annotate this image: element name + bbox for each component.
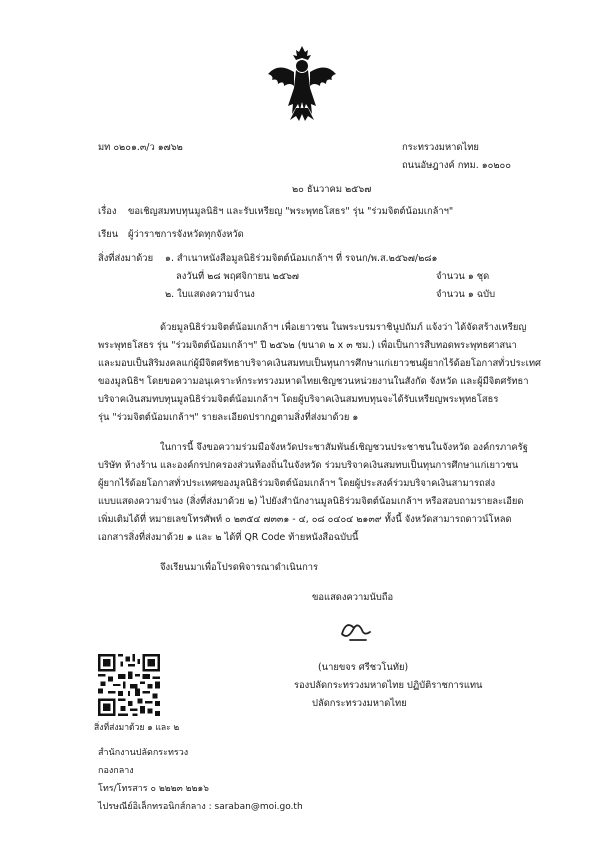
paragraph-1-line: ของมูลนิธิฯ โดยขอความอนุเคราะห์กระทรวงมหาดไทยเชิญชวนหน่วยงานในสังกัด จังหวัด และผู้มีจิตศรัทธา: [98, 376, 529, 387]
garuda-emblem: [266, 44, 338, 122]
footer-email: ไปรษณีย์อิเล็กทรอนิกส์กลาง : saraban@moi.go.th: [98, 802, 303, 812]
subject-label: เรื่อง: [98, 206, 117, 217]
footer-office: สำนักงานปลัดกระทรวง: [98, 748, 189, 758]
recipient-label: เรียน: [98, 229, 119, 240]
closing-salutation: ขอแสดงความนับถือ: [312, 592, 394, 603]
paragraph-1-line: ด้วยมูลนิธิร่วมจิตต์น้อมเกล้าฯ เพื่อเยาวชน ในพระบรมราชินูปถัมภ์ แจ้งว่า ได้จัดสร้างเหรียญ: [160, 322, 527, 333]
paragraph-1-line: และมอบเป็นสิริมงคลแก่ผู้มีจิตศรัทธาบริจาคเงินสมทบเป็นทุนการศึกษาแก่เยาวชนผู้ยากไร้ด้อยโอกาสทั่วประเทศ: [98, 358, 541, 369]
footer-phone: โทร/โทรสาร ๐ ๒๒๒๓ ๒๒๑๖: [98, 784, 209, 794]
signatory-name: (นายขจร ศรีชวโนทัย): [318, 662, 409, 673]
enclosure-1-line2: ลงวันที่ ๒๘ พฤศจิกายน ๒๕๖๗: [176, 271, 299, 282]
document-date: ๒๐ ธันวาคม ๒๕๖๗: [292, 184, 372, 195]
document-number: มท ๐๒๐๑.๓/ว ๑๗๖๒: [98, 142, 183, 153]
paragraph-2-line: ผู้ยากไร้ด้อยโอกาสทั่วประเทศของมูลนิธิร่วมจิตต์น้อมเกล้าฯ โดยผู้ประสงค์ร่วมบริจาคเงินสามารถส่ง: [98, 478, 496, 489]
paragraph-2-line: เอกสารสิ่งที่ส่งมาด้วย ๑ และ ๒ ได้ที่ QR Code ท้ายหนังสือฉบับนี้: [98, 532, 359, 543]
paragraph-1-line: บริจาคเงินสมทบทุนมูลนิธิร่วมจิตต์น้อมเกล้าฯ โดยผู้บริจาคเงินสมทบทุนจะได้รับเหรียญพระพุทธโสธร: [98, 394, 499, 405]
paragraph-2-line: ในการนี้ จึงขอความร่วมมือจังหวัดประชาสัมพันธ์เชิญชวนประชาชนในจังหวัด องค์กรภาครัฐ: [160, 442, 528, 453]
enclosure-2-line1: ๒. ใบแสดงความจำนง: [165, 289, 255, 300]
organization-address: ถนนอัษฎางค์ กทม. ๑๐๒๐๐: [402, 160, 511, 171]
paragraph-1-line: พระพุทธโสธร รุ่น "ร่วมจิตต์น้อมเกล้าฯ" ปี ๒๕๖๒ (ขนาด ๒ x ๓ ซม.) เพื่อเป็นการสืบทอดพระพุทธศาสนา: [98, 340, 517, 351]
qr-caption: สิ่งที่ส่งมาด้วย ๑ และ ๒: [94, 723, 180, 733]
paragraph-2-line: เพิ่มเติมได้ที่ หมายเลขโทรศัพท์ ๐ ๒๓๕๔ ๗๓๓๑ - ๔, ๐๘ ๐๔๐๔ ๒๑๓๙ ทั้งนี้ จังหวัดสามารถดาวน์โหลด: [98, 514, 512, 525]
issuing-organization: กระทรวงมหาดไทย: [402, 142, 479, 153]
paragraph-1-line: รุ่น "ร่วมจิตต์น้อมเกล้าฯ" รายละเอียดปรากฏตามสิ่งที่ส่งมาด้วย ๑: [98, 412, 359, 423]
subject-text: ขอเชิญสมทบทุนมูลนิธิฯ และรับเหรียญ "พระพุทธโสธร" รุ่น "ร่วมจิตต์น้อมเกล้าฯ": [128, 206, 454, 217]
qr-code: [98, 654, 160, 716]
signatory-title-line1: รองปลัดกระทรวงมหาดไทย ปฏิบัติราชการแทน: [294, 680, 483, 691]
paragraph-2-line: แบบแสดงความจำนง (สิ่งที่ส่งมาด้วย ๒) ไปยังสำนักงานมูลนิธิร่วมจิตต์น้อมเกล้าฯ หรือสอบถามรายละเอียด: [98, 496, 524, 507]
footer-division: กองกลาง: [98, 766, 134, 776]
enclosure-1-quantity: จำนวน ๑ ชุด: [436, 271, 490, 282]
enclosures-label: สิ่งที่ส่งมาด้วย: [98, 253, 154, 264]
paragraph-2-line: บริษัท ห้างร้าน และองค์กรปกครองส่วนท้องถิ่นในจังหวัด ร่วมบริจาคเงินสมทบเป็นทุนการศึกษาแก่เยาวชน: [98, 460, 519, 471]
body-paragraph-3: จึงเรียนมาเพื่อโปรดพิจารณาดำเนินการ: [160, 562, 319, 573]
signatory-title-line2: ปลัดกระทรวงมหาดไทย: [312, 698, 407, 709]
enclosure-1-line1: ๑. สำเนาหนังสือมูลนิธิร่วมจิตต์น้อมเกล้าฯ ที่ รจนก/พ.ส.๒๕๖๗/๒๘๑: [165, 253, 438, 264]
signature: [336, 614, 376, 646]
recipient-text: ผู้ว่าราชการจังหวัดทุกจังหวัด: [128, 229, 244, 240]
enclosure-2-quantity: จำนวน ๑ ฉบับ: [436, 289, 496, 300]
